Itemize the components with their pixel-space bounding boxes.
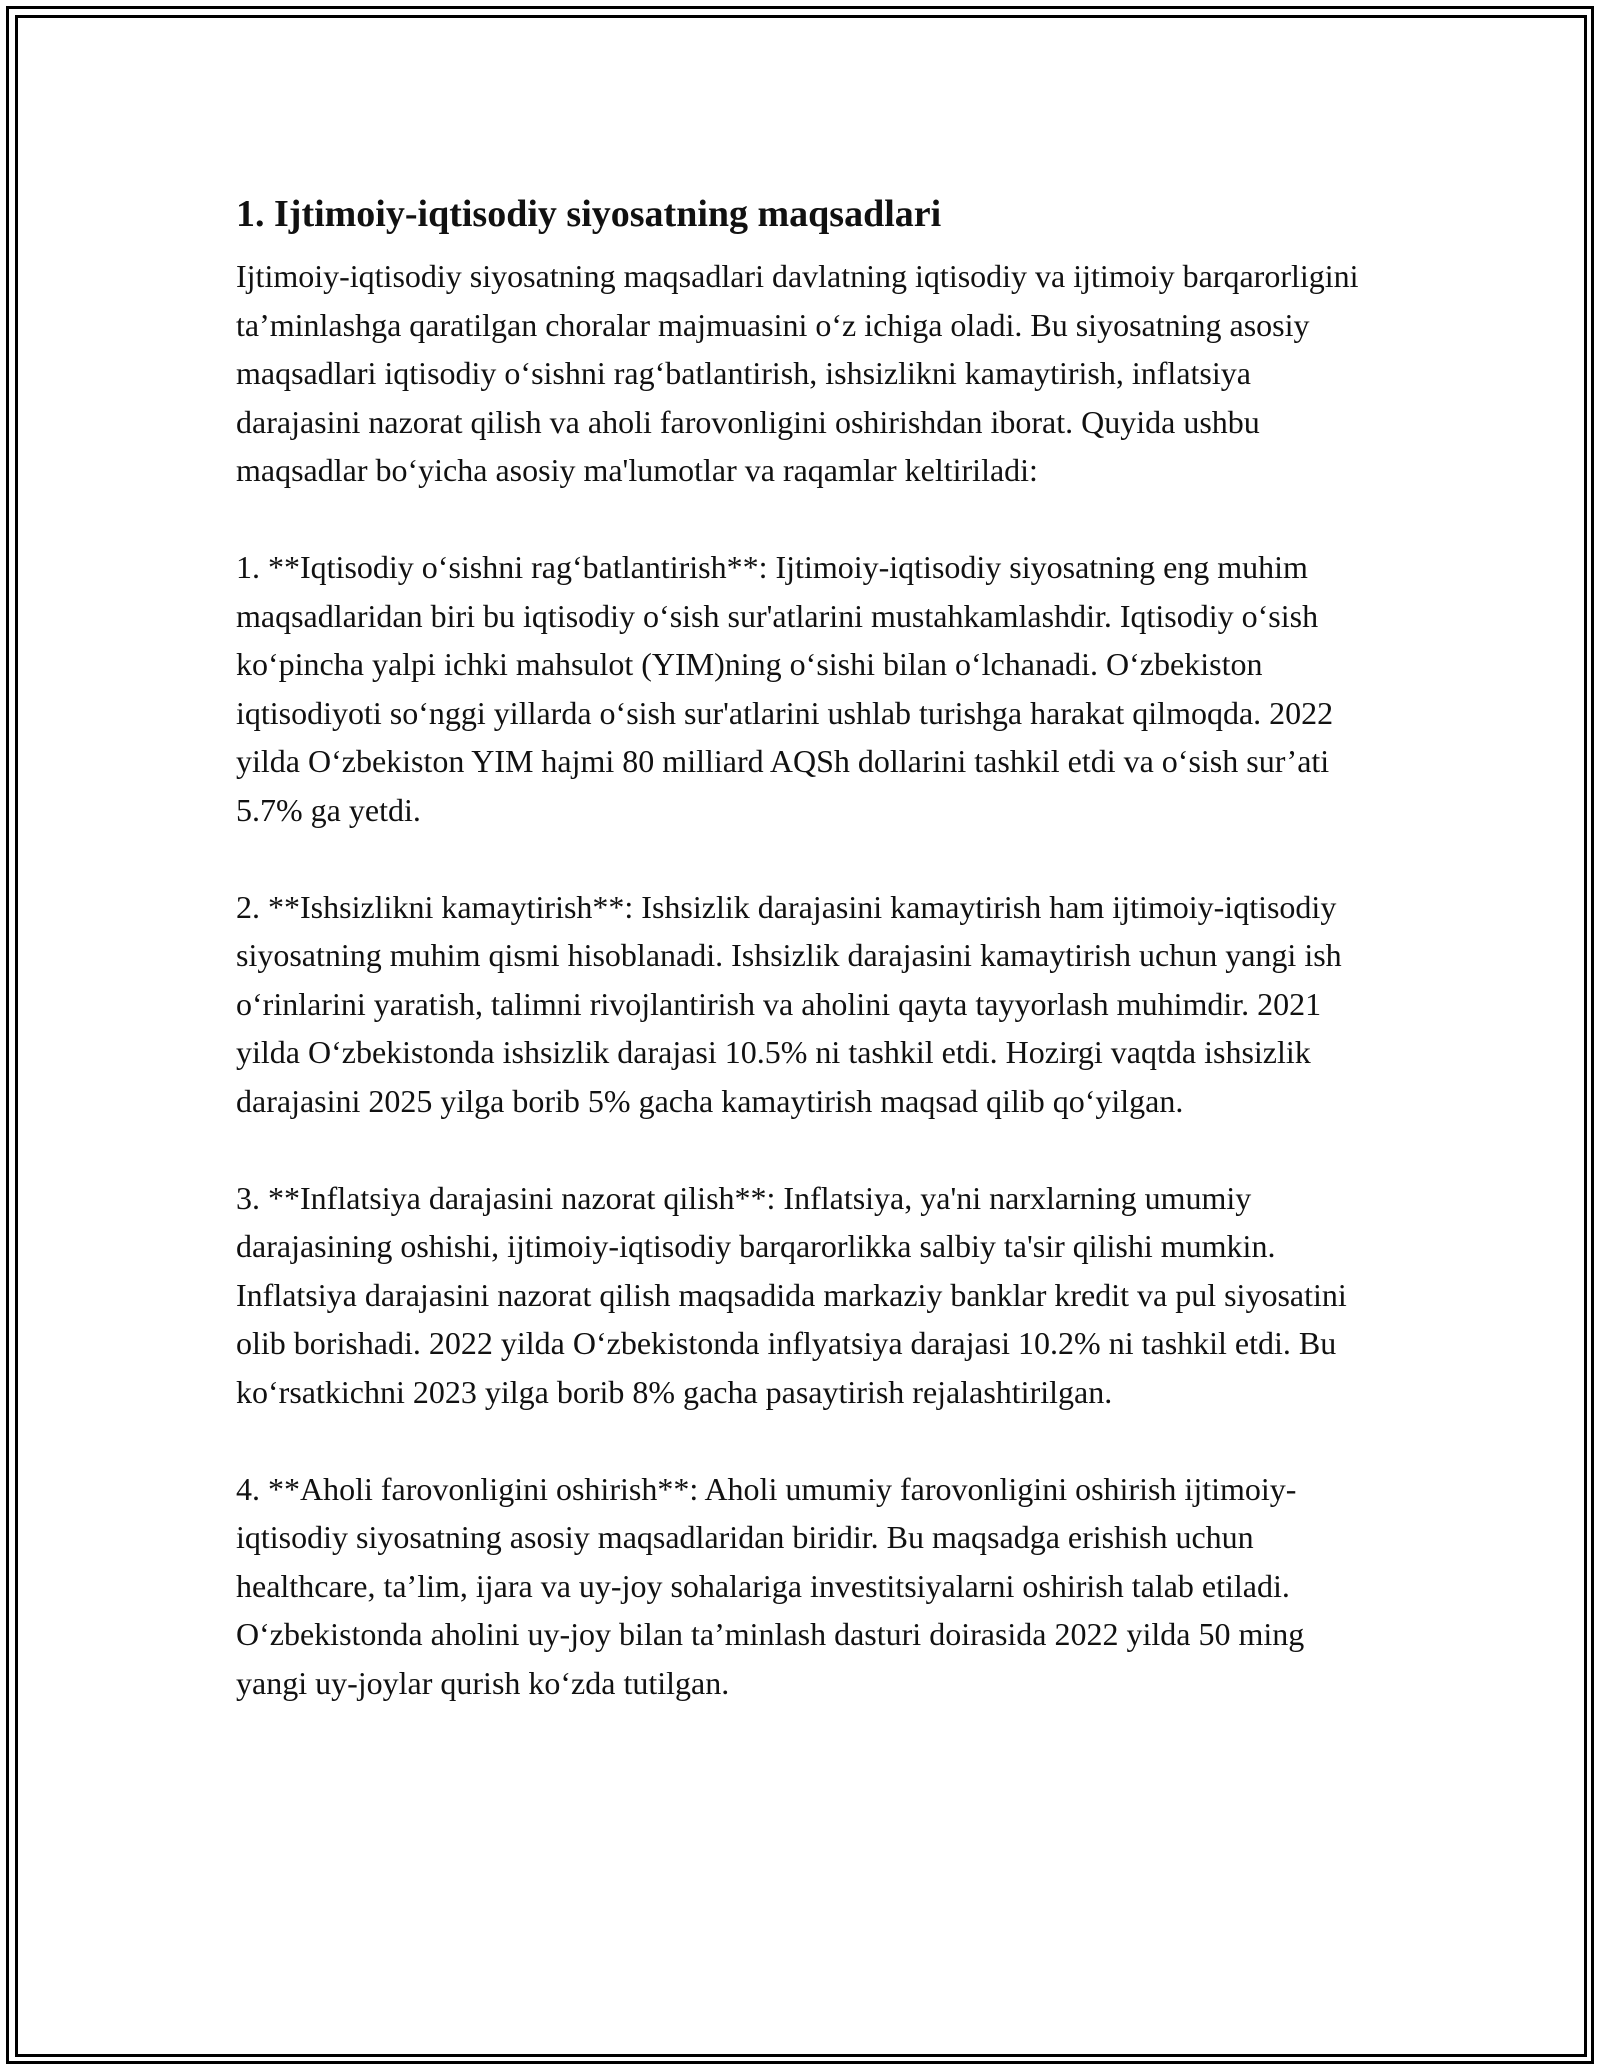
document-body [236, 186, 1366, 1756]
paragraph-unemployment: 2. **Ishsizlikni kamaytirish**: Ishsizlik darajasini kamaytirish ham ijtimoiy-iqtisodiy siyosatning muhim qismi hisoblanadi. Ishsizlik darajasini kamaytirish uchun yangi ish o‘rinlarini yaratish, talimni rivojlantirish va aholini qayta tayyorlash muhimdir. 2021 yilda O‘zbekistonda ishsizlik darajasi 10.5% ni tashkil etdi. Hozirgi vaqtda ishsizlik darajasini 2025 yilga borib 5% gacha kamaytirish maqsad qilib qo‘yilgan. [236, 888, 1342, 1119]
intro-paragraph: Ijtimoiy-iqtisodiy siyosatning maqsadlari davlatning iqtisodiy va ijtimoiy barqarorligini ta’minlashga qaratilgan choralar majmuasini o‘z ichiga oladi. Bu siyosatning asosiy maqsadlari iqtisodiy o‘sishni rag‘batlantirish, ishsizlikni kamaytirish, inflatsiya darajasini nazorat qilish va aholi farovonligini oshirishdan iborat. Quyida ushbu maqsadlar bo‘yicha asosiy ma'lumotlar va raqamlar keltiriladi: [236, 258, 1359, 488]
paragraph-welfare: 4. **Aholi farovonligini oshirish**: Aholi umumiy farovonligini oshirish ijtimoiy-iqtisodiy siyosatning asosiy maqsadlaridan biridir. Bu maqsadga erishish uchun healthcare, ta’lim, ijara va uy-joy sohalariga investitsiyalarni oshirish talab etiladi. O‘zbekistonda aholini uy-joy bilan ta’minlash dasturi doirasida 2022 yilda 50 ming yangi uy-joylar qurish ko‘zda tutilgan. [236, 1470, 1305, 1701]
paragraph-economic-growth: 1. **Iqtisodiy o‘sishni rag‘batlantirish**: Ijtimoiy-iqtisodiy siyosatning eng muhim maqsadlaridan biri bu iqtisodiy o‘sish sur'atlarini mustahkamlashdir. Iqtisodiy o‘sish ko‘pincha yalpi ichki mahsulot (YIM)ning o‘sishi bilan o‘lchanadi. O‘zbekiston iqtisodiyoti so‘nggi yillarda o‘sish sur'atlarini ushlab turishga harakat qilmoqda. 2022 yilda O‘zbekiston YIM hajmi 80 milliard AQSh dollarini tashkil etdi va o‘sish sur’ati 5.7% ga yetdi. [236, 549, 1334, 828]
section-title: 1. Ijtimoiy-iqtisodiy siyosatning maqsadlari [236, 193, 942, 235]
paragraph-inflation: 3. **Inflatsiya darajasini nazorat qilish**: Inflatsiya, ya'ni narxlarning umumiy darajasining oshishi, ijtimoiy-iqtisodiy barqarorlikka salbiy ta'sir qilishi mumkin. Inflatsiya darajasini nazorat qilish maqsadida markaziy banklar kredit va pul siyosatini olib borishadi. 2022 yilda O‘zbekistonda inflyatsiya darajasi 10.2% ni tashkil etdi. Bu ko‘rsatkichni 2023 yilga borib 8% gacha pasaytirish rejalashtirilgan. [236, 1179, 1347, 1410]
